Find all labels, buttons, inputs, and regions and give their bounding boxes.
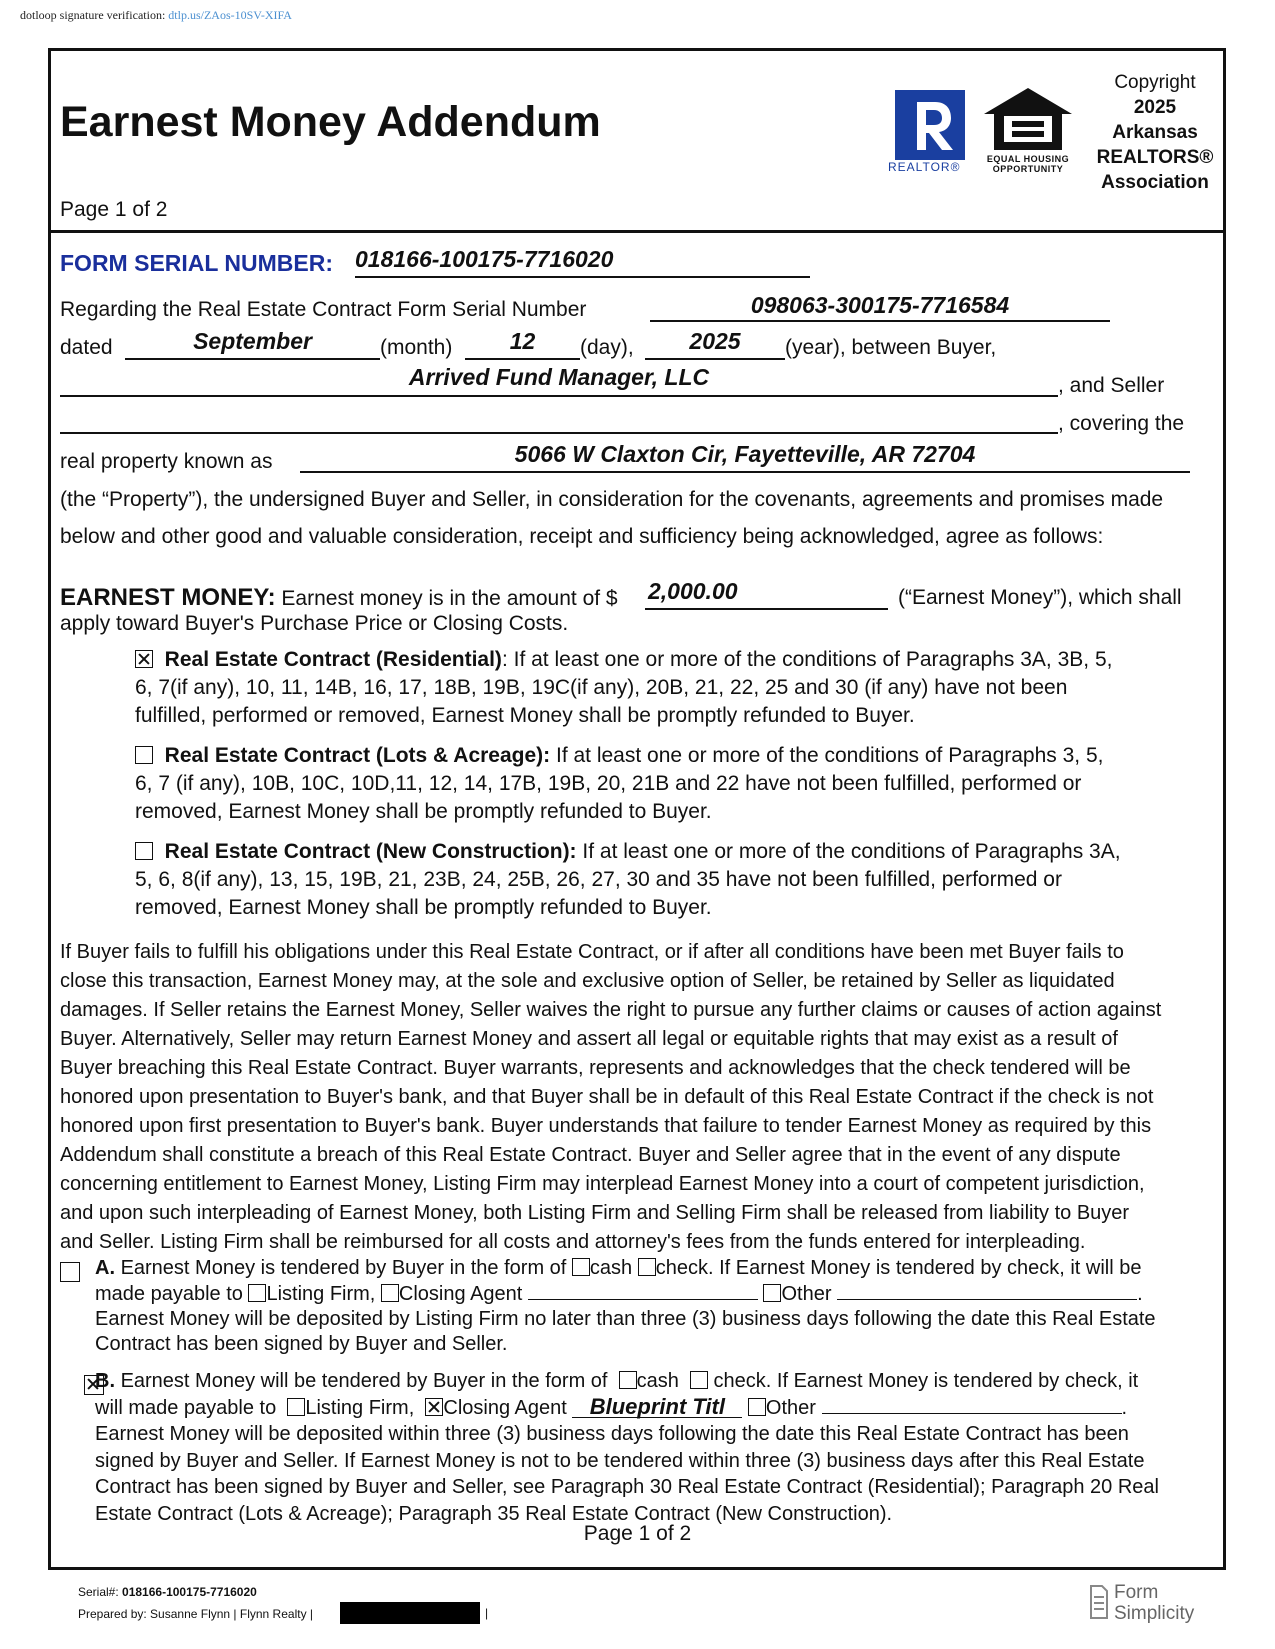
default-line: Buyer. Alternatively, Seller may return Earnest Money and assert all legal or equitable rights that may exist as a result of bbox=[60, 1028, 1118, 1050]
day-underline bbox=[465, 358, 580, 360]
footer-serial bbox=[78, 1585, 257, 1599]
residential-title: Real Estate Contract (Residential) bbox=[164, 648, 502, 671]
option-a-listing-firm: Listing Firm, bbox=[266, 1283, 376, 1305]
eho-line-1: EQUAL HOUSING bbox=[986, 154, 1070, 164]
month-label: (month) bbox=[380, 336, 453, 359]
year-value[interactable]: 2025 bbox=[689, 328, 741, 354]
default-line: and Seller. Listing Firm shall be reimbursed for all costs and attorney's fees from the funds entered for interpleading. bbox=[60, 1231, 1086, 1253]
option-new-construction bbox=[135, 838, 1215, 922]
realtor-logo-icon bbox=[895, 90, 965, 160]
option-b-closing-agent-checkbox[interactable] bbox=[425, 1398, 443, 1416]
option-a-other: Other bbox=[781, 1283, 832, 1305]
default-line: If Buyer fails to fulfill his obligations under this Real Estate Contract, or if after all conditions have been met Buyer fails to bbox=[60, 941, 1124, 963]
copyright-state: Arkansas bbox=[1112, 122, 1198, 143]
footer-prepared-by: Prepared by: Susanne Flynn | Flynn Realty | bbox=[78, 1607, 314, 1621]
regarding-text: Regarding the Real Estate Contract Form Serial Number bbox=[60, 298, 587, 321]
residential-line-3: fulfilled, performed or removed, Earnest Money shall be promptly refunded to Buyer. bbox=[135, 704, 915, 727]
option-a-listing-firm-checkbox[interactable] bbox=[248, 1284, 266, 1302]
option-b-cash: cash bbox=[636, 1370, 679, 1392]
option-a-closing-agent: Closing Agent bbox=[398, 1283, 523, 1305]
day-label: (day), bbox=[580, 336, 634, 359]
option-b-letter: B. bbox=[95, 1370, 115, 1392]
option-a-made-payable: made payable to bbox=[95, 1283, 243, 1305]
option-b-closing-agent: Closing Agent bbox=[443, 1396, 567, 1419]
default-paragraph bbox=[60, 938, 1220, 1257]
option-a-letter: A. bbox=[95, 1257, 115, 1279]
option-b-listing-firm: Listing Firm, bbox=[305, 1396, 415, 1419]
option-b-line-6: Estate Contract (Lots & Acreage); Paragraph 35 Real Estate Contract (New Construction). bbox=[95, 1502, 893, 1525]
dated-label: dated bbox=[60, 336, 113, 359]
option-b-other: Other bbox=[765, 1396, 816, 1419]
residential-line-1: : If at least one or more of the conditions of Paragraphs 3A, 3B, 5, bbox=[501, 648, 1113, 671]
new-construction-line-2: 5, 6, 8(if any), 13, 15, 19B, 21, 23B, 24, 25B, 26, 27, 30 and 35 have not been fulfilled, performed or bbox=[135, 868, 1062, 891]
option-b-line-3: Earnest Money will be deposited within three (3) business days following the date this Real Estate Contract has been bbox=[95, 1423, 1129, 1445]
buyer-value[interactable]: Arrived Fund Manager, LLC bbox=[408, 364, 710, 390]
signature-verification bbox=[20, 8, 292, 23]
option-b-listing-firm-checkbox[interactable] bbox=[287, 1398, 305, 1416]
formsimplicity-word-1: Form bbox=[1114, 1582, 1159, 1603]
form-serial-underline bbox=[355, 276, 810, 278]
option-lots-acreage bbox=[135, 742, 1215, 826]
new-construction-line-3: removed, Earnest Money shall be promptly refunded to Buyer. bbox=[135, 896, 712, 919]
header-divider bbox=[48, 230, 1226, 233]
footer-serial-value: 018166-100175-7716020 bbox=[122, 1585, 257, 1599]
month-underline bbox=[125, 358, 380, 360]
option-b-line-5: Contract has been signed by Buyer and Seller, see Paragraph 30 Real Estate Contract (Residential); Paragraph 20 Real bbox=[95, 1476, 1159, 1498]
form-title: Earnest Money Addendum bbox=[60, 98, 601, 146]
page-indicator-top: Page 1 of 2 bbox=[60, 198, 168, 221]
year-label: (year), between Buyer, bbox=[785, 336, 997, 359]
redaction-bar bbox=[340, 1602, 480, 1624]
buyer-underline bbox=[60, 395, 1058, 397]
default-line: and upon such interpleading of Earnest Money, both Listing Firm and Selling Firm shall be released from liability to Buyer bbox=[60, 1202, 1130, 1224]
option-a-line-1: Earnest Money is tendered by Buyer in the form of bbox=[120, 1257, 567, 1279]
and-seller-label: , and Seller bbox=[1058, 374, 1165, 397]
copyright-block bbox=[1090, 70, 1220, 195]
lots-acreage-line-2: 6, 7 (if any), 10B, 10C, 10D,11, 12, 14, 17B, 19B, 20, 21B and 22 have not been fulfilled, performed or bbox=[135, 772, 1082, 795]
option-b-line-4: signed by Buyer and Seller. If Earnest Money is not to be tendered within three (3) business days after this Real Estate bbox=[95, 1449, 1145, 1472]
lots-acreage-line-3: removed, Earnest Money shall be promptly refunded to Buyer. bbox=[135, 800, 712, 823]
lots-acreage-line-1: If at least one or more of the conditions of Paragraphs 3, 5, bbox=[550, 744, 1104, 767]
option-a-checkbox[interactable] bbox=[60, 1262, 80, 1282]
earnest-money-line-2: apply toward Buyer's Purchase Price or Closing Costs. bbox=[60, 612, 569, 635]
option-a-other-checkbox[interactable] bbox=[763, 1284, 781, 1302]
form-document-icon bbox=[1090, 1585, 1108, 1619]
option-b-other-field[interactable] bbox=[822, 1395, 1122, 1414]
earnest-money-after: (“Earnest Money”), which shall bbox=[898, 586, 1182, 609]
residential-checkbox[interactable] bbox=[135, 650, 153, 668]
form-serial-value[interactable]: 018166-100175-7716020 bbox=[355, 246, 614, 272]
option-b-check-checkbox[interactable] bbox=[690, 1371, 708, 1389]
option-a-line-3: Earnest Money will be deposited by Listing Firm no later than three (3) business days following the date this Real Estate bbox=[95, 1308, 1156, 1330]
option-a-cash: cash bbox=[589, 1257, 633, 1279]
realtor-wordmark: REALTOR® bbox=[888, 160, 961, 174]
default-line: concerning entitlement to Earnest Money, Listing Firm may interplead Earnest Money into a court of competent jurisdiction, bbox=[60, 1173, 1145, 1195]
new-construction-title: Real Estate Contract (New Construction): bbox=[164, 840, 577, 863]
default-line: close this transaction, Earnest Money may, at the sole and exclusive option of Seller, be retained by Seller as liquidated bbox=[60, 970, 1115, 992]
option-b-made-payable: will made payable to bbox=[95, 1396, 277, 1419]
new-construction-line-1: If at least one or more of the conditions of Paragraphs 3A, bbox=[576, 840, 1121, 863]
form-serial-label: FORM SERIAL NUMBER: bbox=[60, 250, 334, 276]
earnest-money-heading: EARNEST MONEY: bbox=[60, 584, 276, 611]
verification-link[interactable]: dtlp.us/ZAos-10SV-XIFA bbox=[168, 8, 292, 22]
year-underline bbox=[645, 358, 785, 360]
option-b-closing-agent-value[interactable]: Blueprint Titl bbox=[572, 1397, 742, 1418]
option-a-cash-checkbox[interactable] bbox=[572, 1258, 590, 1276]
earnest-money-intro bbox=[60, 584, 618, 612]
option-a-line-4: Contract has been signed by Buyer and Seller. bbox=[95, 1333, 508, 1355]
verification-label: dotloop signature verification: bbox=[20, 8, 166, 22]
contract-serial-underline bbox=[650, 320, 1110, 322]
seller-underline[interactable] bbox=[60, 432, 1058, 434]
option-a-other-field[interactable] bbox=[837, 1281, 1137, 1300]
lots-acreage-title: Real Estate Contract (Lots & Acreage): bbox=[164, 744, 551, 767]
default-line: honored upon presentation to Buyer's bank, and that Buyer shall be in default of this Real Estate Contract if the check is not bbox=[60, 1086, 1154, 1108]
option-a-closing-agent-checkbox[interactable] bbox=[381, 1284, 399, 1302]
lots-acreage-checkbox[interactable] bbox=[135, 746, 153, 764]
option-residential bbox=[135, 646, 1215, 730]
residential-line-2: 6, 7(if any), 10, 11, 14B, 16, 17, 18B, 19B, 19C(if any), 20B, 21, 22, 25 and 30 (if any) have not been bbox=[135, 676, 1068, 699]
default-line: damages. If Seller retains the Earnest Money, Seller waives the right to pursue any further claims or causes of action against bbox=[60, 999, 1162, 1021]
option-a: A. Earnest Money is tendered by Buyer in the form of cash check. If Earnest Money is tendered by check, it will be made payable to Listing Firm, Closing Agent Other . Earnest Money will be deposited by Listing Firm no later than three (3) business days following the date this Real Estate Contract has been signed by Buyer and Seller. bbox=[95, 1256, 1215, 1357]
covering-label: , covering the bbox=[1058, 412, 1185, 435]
contract-serial-value[interactable]: 098063-300175-7716584 bbox=[750, 292, 1010, 318]
option-a-check: check. If Earnest Money is tendered by check, it will be bbox=[655, 1257, 1142, 1279]
property-clause-line-1: (the “Property”), the undersigned Buyer and Seller, in consideration for the covenants, agreements and promises made bbox=[60, 488, 1164, 511]
page-indicator-bottom: Page 1 of 2 bbox=[583, 1522, 692, 1545]
option-a-closing-agent-field[interactable] bbox=[528, 1281, 758, 1300]
default-line: honored upon first presentation to Buyer's bank. Buyer understands that failure to tender Earnest Money as required by this bbox=[60, 1115, 1152, 1137]
earnest-money-text: Earnest money is in the amount of $ bbox=[281, 587, 618, 610]
option-b-other-checkbox[interactable] bbox=[748, 1398, 766, 1416]
copyright-year: 2025 bbox=[1133, 97, 1177, 118]
option-b-check: check. If Earnest Money is tendered by check, it bbox=[713, 1370, 1139, 1392]
footer-separator: | bbox=[485, 1606, 489, 1620]
month-value[interactable]: September bbox=[193, 328, 312, 354]
option-b: B. Earnest Money will be tendered by Buyer in the form of cash check. If Earnest Money is tendered by check, it will made payable to Listing Firm, Closing Agent Blueprint Titl Other . Earnest Money will be deposited within three (3) business days following the date this Real Estate Contract has been signed by Buyer and Seller. If Earnest Money is not to be tendered within three (3) business days after this Real Estate Contract has been signed by Buyer and Seller, see Paragraph 30 Real Estate Contract (Residential); Paragraph 20 Real Estate Contract (Lots & Acreage); Paragraph 35 Real Estate Contract (New Construction). bbox=[95, 1368, 1215, 1527]
earnest-amount-value[interactable]: 2,000.00 bbox=[648, 578, 738, 604]
equal-housing-icon bbox=[982, 84, 1074, 154]
option-b-line-1: Earnest Money will be tendered by Buyer in the form of bbox=[120, 1370, 608, 1392]
option-a-check-checkbox[interactable] bbox=[638, 1258, 656, 1276]
eho-line-2: OPPORTUNITY bbox=[992, 164, 1064, 174]
option-b-cash-checkbox[interactable] bbox=[619, 1371, 637, 1389]
footer-serial-label: Serial#: bbox=[78, 1585, 119, 1599]
day-value[interactable]: 12 bbox=[509, 328, 536, 354]
copyright-org: REALTORS® bbox=[1096, 147, 1214, 168]
equal-housing-text bbox=[975, 154, 1081, 174]
property-underline bbox=[300, 471, 1190, 473]
property-clause-line-2: below and other good and valuable consideration, receipt and sufficiency being acknowledged, agree as follows: bbox=[60, 525, 1104, 548]
earnest-amount-underline bbox=[645, 608, 888, 610]
default-line: Buyer breaching this Real Estate Contract. Buyer warrants, represents and acknowledges that the check tendered will be bbox=[60, 1057, 1131, 1079]
default-line: Addendum shall constitute a breach of this Real Estate Contract. Buyer and Seller agree that in the event of any dispute bbox=[60, 1144, 1121, 1166]
property-label: real property known as bbox=[60, 450, 273, 473]
copyright-association: Association bbox=[1101, 172, 1209, 193]
formsimplicity-word-2: Simplicity bbox=[1114, 1603, 1195, 1624]
copyright-line: Copyright bbox=[1114, 72, 1196, 93]
property-value[interactable]: 5066 W Claxton Cir, Fayetteville, AR 72704 bbox=[514, 441, 976, 467]
new-construction-checkbox[interactable] bbox=[135, 842, 153, 860]
